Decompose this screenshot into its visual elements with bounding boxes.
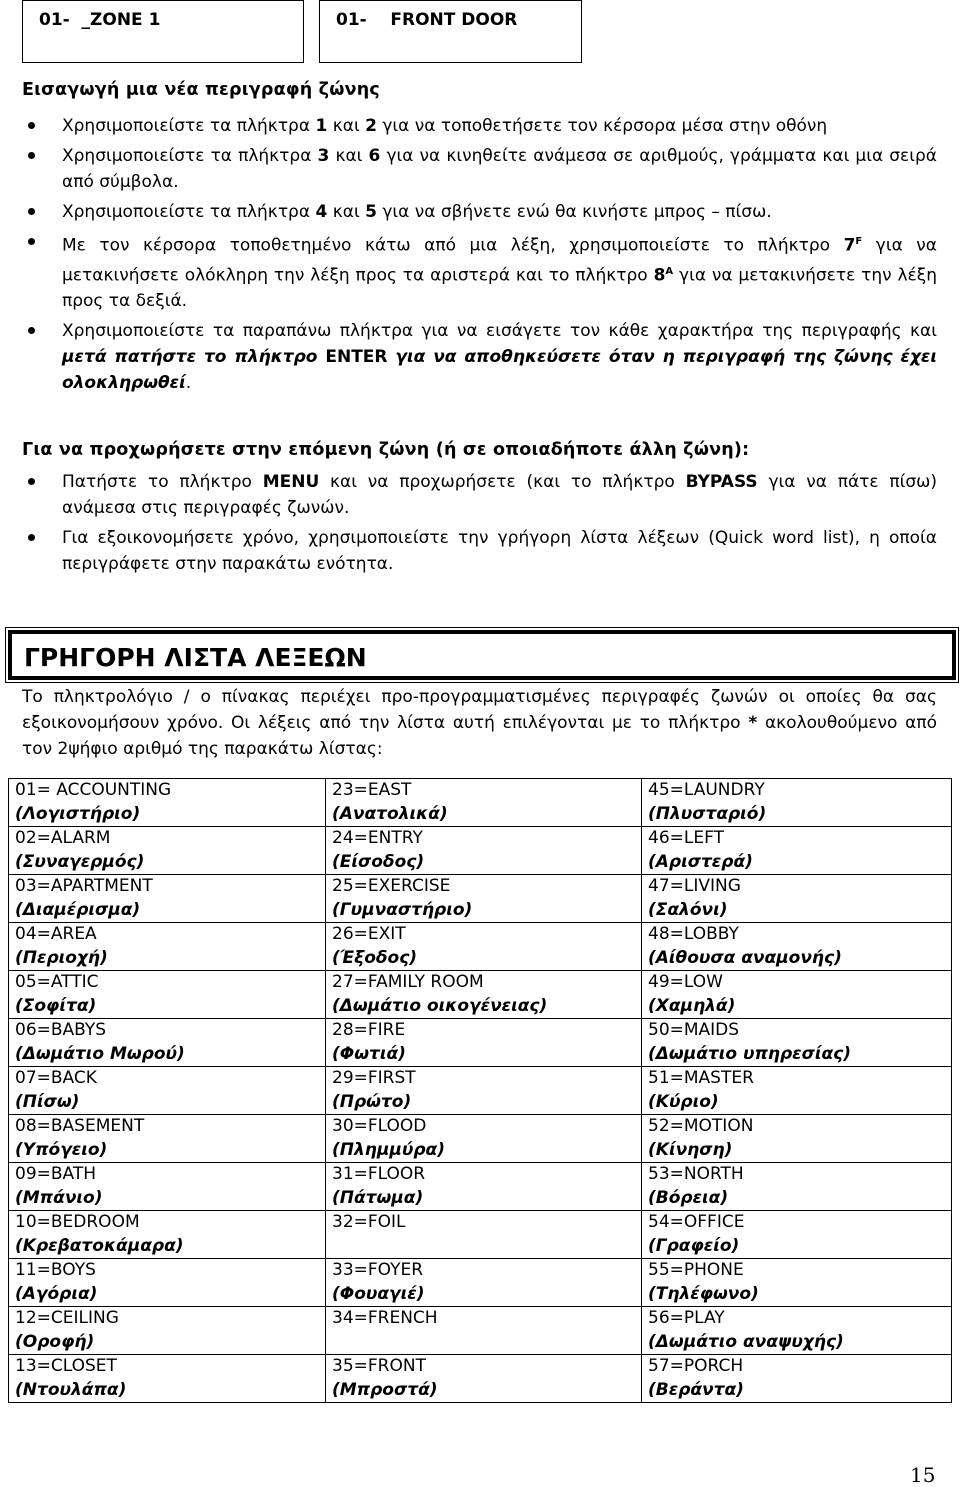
word-code: 34=FRENCH [332,1308,438,1328]
table-cell [642,779,952,827]
word-code: 25=EXERCISE [332,876,451,896]
table-cell [642,1019,952,1067]
table-cell [326,779,642,827]
word-translation: (Γραφείο) [648,1235,740,1256]
quick-word-list-title: ΓΡΗΓΟΡΗ ΛΙΣΤΑ ΛΕΞΕΩΝ [24,643,367,672]
word-code: 12=CEILING [15,1308,119,1328]
word-translation: (Ντουλάπα) [15,1379,127,1400]
table-row [9,1259,952,1307]
table-cell [9,1259,326,1307]
list-item: Χρησιμοποιείστε τα παραπάνω πλήκτρα για να εισάγετε τον κάθε χαρακτήρα της περιγραφής και μετά πατήστε το πλήκτρο ENTER για να αποθηκεύσετε όταν η περιγραφή της ζώνης έχει ολοκληρωθεί. [22,318,937,396]
word-code: 06=BABYS [15,1020,107,1040]
word-code: 31=FLOOR [332,1164,426,1184]
word-translation: (Πίσω) [15,1091,80,1112]
table-row [9,1115,952,1163]
table-cell [9,1067,326,1115]
table-row [9,1019,952,1067]
word-translation: (Λογιστήριο) [15,803,141,824]
table-cell [642,1115,952,1163]
table-cell [326,1307,642,1355]
word-translation: (Αγόρια) [15,1283,98,1304]
word-code: 57=PORCH [648,1356,744,1376]
word-translation: (Είσοδος) [332,851,425,872]
list-item: Χρησιμοποιείστε τα πλήκτρα 3 και 6 για να κινηθείτε ανάμεσα σε αριθμούς, γράμματα και μια σειρά από σύμβολα. [22,143,937,195]
zone-description-box [319,0,582,63]
table-cell [9,1163,326,1211]
word-translation: (Βόρεια) [648,1187,729,1208]
word-code: 10=BEDROOM [15,1212,140,1232]
list-item: Χρησιμοποιείστε τα πλήκτρα 1 και 2 για να τοποθετήσετε τον κέρσορα μέσα στην οθόνη [22,113,937,139]
table-cell [326,1259,642,1307]
table-cell [326,1115,642,1163]
word-code: 50=MAIDS [648,1020,740,1040]
word-translation: (Έξοδος) [332,947,418,968]
table-cell [642,1259,952,1307]
word-translation: (Δωμάτιο οικογένειας) [332,995,548,1016]
word-translation: (Δωμάτιο Μωρού) [15,1043,185,1064]
word-translation: (Κρεβατοκάμαρα) [15,1235,184,1256]
table-cell [326,971,642,1019]
table-row [9,827,952,875]
word-code: 54=OFFICE [648,1212,745,1232]
table-row [9,971,952,1019]
table-cell [326,875,642,923]
word-translation: (Οροφή) [15,1331,95,1352]
section1-title: Εισαγωγή μια νέα περιγραφή ζώνης [22,80,380,100]
word-code: 33=FOYER [332,1260,424,1280]
word-translation: (Μπάνιο) [15,1187,103,1208]
word-translation: (Αίθουσα αναμονής) [648,947,842,968]
word-code: 05=ATTIC [15,972,99,992]
word-translation: (Φουαγιέ) [332,1283,425,1304]
table-cell [642,1067,952,1115]
table-cell [9,1211,326,1259]
quick-word-table [8,778,952,1403]
word-translation: (Φωτιά) [332,1043,406,1064]
quick-word-list-intro: Το πληκτρολόγιο / ο πίνακας περιέχει προ-προγραμματισμένες περιγραφές ζωνών οι οποίες θα σας εξοικονομήσουν χρόνο. Οι λέξεις από την λίστα αυτή επιλέγονται με το πλήκτρο * ακολουθούμενο από τον 2ψήφιο αριθμό της παρακάτω λίστας: [22,687,937,759]
word-translation: (Διαμέρισμα) [15,899,141,920]
word-translation: (Δωμάτιο αναψυχής) [648,1331,844,1352]
word-code: 03=APARTMENT [15,876,153,896]
table-row [9,875,952,923]
word-translation: (Συναγερμός) [15,851,145,872]
table-cell [326,1019,642,1067]
table-cell [9,779,326,827]
table-cell [642,923,952,971]
table-cell [9,923,326,971]
word-translation: (Πλυσταριό) [648,803,767,824]
list-item: Πατήστε το πλήκτρο MENU και να προχωρήσετε (και το πλήκτρο BYPASS για να πάτε πίσω) ανάμεσα στις περιγραφές ζωνών. [22,469,937,521]
table-cell [9,1307,326,1355]
word-code: 08=BASEMENT [15,1116,145,1136]
table-row [9,1211,952,1259]
table-cell [9,1355,326,1403]
table-cell [326,1211,642,1259]
section1-bullet-list [22,113,937,400]
word-code: 01= ACCOUNTING [15,780,172,800]
table-row [9,1307,952,1355]
table-cell [326,1163,642,1211]
word-code: 48=LOBBY [648,924,739,944]
word-code: 30=FLOOD [332,1116,427,1136]
word-code: 47=LIVING [648,876,741,896]
word-code: 45=LAUNDRY [648,780,765,800]
word-code: 23=EAST [332,780,412,800]
word-code: 02=ALARM [15,828,111,848]
word-translation: (Κίνηση) [648,1139,733,1160]
table-cell [9,1019,326,1067]
word-code: 26=EXIT [332,924,406,944]
word-code: 52=MOTION [648,1116,754,1136]
word-code: 13=CLOSET [15,1356,117,1376]
word-code: 07=BACK [15,1068,97,1088]
word-translation: (Υπόγειο) [15,1139,108,1160]
word-translation: (Βεράντα) [648,1379,744,1400]
word-code: 56=PLAY [648,1308,725,1328]
list-item: Για εξοικονομήσετε χρόνο, χρησιμοποιείστε την γρήγορη λίστα λέξεων (Quick word list), η οποία περιγράφετε στην παρακάτω ενότητα. [22,525,937,577]
word-translation: (Πρώτο) [332,1091,412,1112]
table-cell [326,827,642,875]
word-code: 11=BOYS [15,1260,96,1280]
word-translation: (Σαλόνι) [648,899,728,920]
table-cell [642,1355,952,1403]
word-code: 24=ENTRY [332,828,423,848]
word-code: 51=MASTER [648,1068,754,1088]
word-code: 46=LEFT [648,828,724,848]
word-translation: (Γυμναστήριο) [332,899,473,920]
word-translation: (Πάτωμα) [332,1187,424,1208]
table-row [9,1067,952,1115]
word-code: 32=FOIL [332,1212,406,1232]
word-code: 29=FIRST [332,1068,416,1088]
table-cell [326,1067,642,1115]
word-translation: (Περιοχή) [15,947,108,968]
table-cell [326,1355,642,1403]
table-cell [326,923,642,971]
section2-bullet-list [22,469,937,581]
table-cell [642,971,952,1019]
zone-description-label: 01- FRONT DOOR [336,10,518,30]
table-cell [9,1115,326,1163]
zone-number-box [22,0,304,63]
table-cell [9,827,326,875]
table-cell [642,827,952,875]
quick-word-list-title-box [8,630,956,680]
word-code: 55=PHONE [648,1260,744,1280]
list-item: Με τον κέρσορα τοποθετημένο κάτω από μια λέξη, χρησιμοποιείστε το πλήκτρο $7^F$ για να μετακινήσετε ολόκληρη την λέξη προς τα αριστερά και το πλήκτρο $8^A$ για να μετακινήσετε την λέξη προς τα δεξιά. [22,229,937,314]
word-translation: (Κύριο) [648,1091,719,1112]
word-code: 04=AREA [15,924,97,944]
word-code: 53=NORTH [648,1164,744,1184]
table-row [9,923,952,971]
word-translation: (Σοφίτα) [15,995,97,1016]
table-row [9,1163,952,1211]
table-cell [9,971,326,1019]
list-item: Χρησιμοποιείστε τα πλήκτρα 4 και 5 για να σβήνετε ενώ θα κινήστε μπρος – πίσω. [22,199,937,225]
table-cell [9,875,326,923]
table-cell [642,875,952,923]
word-translation: (Μπροστά) [332,1379,438,1400]
table-row [9,779,952,827]
word-code: 35=FRONT [332,1356,426,1376]
page-number: 15 [910,1463,936,1487]
word-code: 27=FAMILY ROOM [332,972,484,992]
word-code: 28=FIRE [332,1020,406,1040]
table-cell [642,1307,952,1355]
word-translation: (Ανατολικά) [332,803,448,824]
word-translation: (Αριστερά) [648,851,753,872]
word-code: 49=LOW [648,972,723,992]
table-cell [642,1211,952,1259]
zone-label: 01- _ZONE 1 [39,10,161,30]
table-row [9,1355,952,1403]
word-translation: (Δωμάτιο υπηρεσίας) [648,1043,852,1064]
word-translation: (Τηλέφωνο) [648,1283,759,1304]
word-translation: (Πλημμύρα) [332,1139,445,1160]
section2-title: Για να προχωρήσετε στην επόμενη ζώνη (ή σε οποιαδήποτε άλλη ζώνη): [22,440,750,460]
word-code: 09=BATH [15,1164,97,1184]
word-translation: (Χαμηλά) [648,995,736,1016]
table-cell [642,1163,952,1211]
